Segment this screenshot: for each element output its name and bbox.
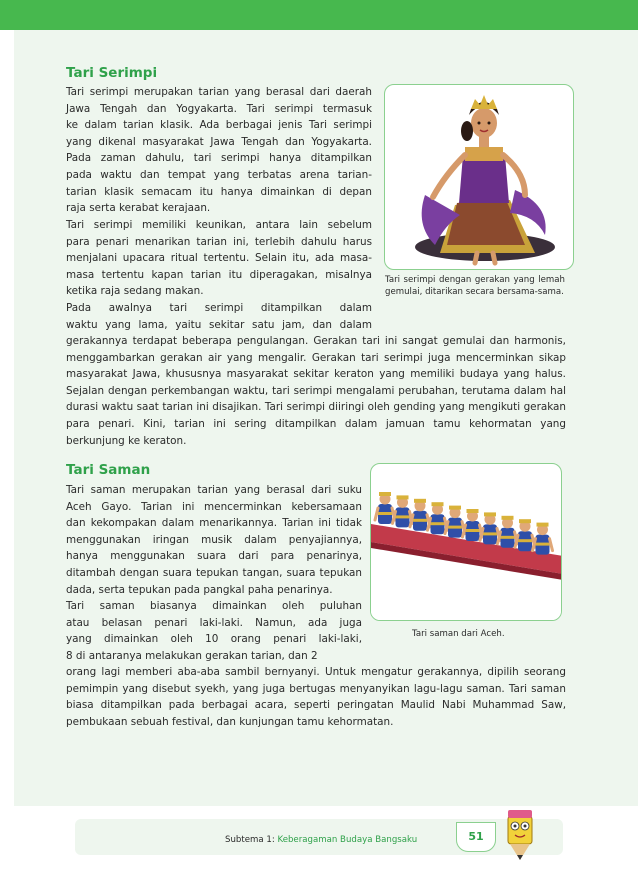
text-line: menjalani upacara ritual tertentu. Selain itu, ada masa- xyxy=(66,252,372,265)
saman-dancer-figure xyxy=(445,506,465,538)
text-line: Tari serimpi memiliki keunikan, antara lain sebelum xyxy=(66,219,372,231)
text-line: yang dimainkan oleh 10 orang penari laki-laki, xyxy=(66,633,362,646)
page-number: 51 xyxy=(468,830,484,843)
text-line: Tari saman merupakan tarian yang berasal dari suku xyxy=(66,484,362,496)
text-line: ke dalam tarian klasik. Ada berbagai jenis Tari serimpi xyxy=(66,119,372,132)
saman-dancer-figure xyxy=(480,512,500,544)
serimpi-paragraph-1 xyxy=(66,84,372,217)
section-title-serimpi: Tari Serimpi xyxy=(66,65,158,81)
footer-subtheme-label: Subtema 1: xyxy=(225,835,275,845)
pencil-mascot-icon xyxy=(500,806,540,862)
text-line: 8 di antaranya melakukan gerakan tarian, dan 2 xyxy=(66,649,318,662)
section-title-saman: Tari Saman xyxy=(66,462,151,478)
text-line: waktu yang lama, yaitu sekitar satu jam, dan dalam xyxy=(66,318,372,331)
saman-dancers-illustration xyxy=(371,464,562,621)
saman-paragraph-2-head xyxy=(66,598,362,664)
saman-dancer-figure xyxy=(515,519,535,551)
footer-subtheme-title: Keberagaman Budaya Bangsaku xyxy=(277,835,418,845)
text-line: ketika raja sedang makan. xyxy=(66,285,204,298)
serimpi-paragraph-3-head xyxy=(66,300,372,333)
saman-image-frame xyxy=(370,463,562,621)
text-line: Jawa Tengah dan Yogyakarta. Tari serimpi termasuk xyxy=(66,102,372,115)
text-line: raja serta kerabat kerajaan. xyxy=(66,202,211,215)
text-line: ditambah dengan suara tepukan tangan, suara tepukan xyxy=(66,566,362,579)
saman-dancer-figure xyxy=(393,495,413,527)
saman-paragraph-1 xyxy=(66,482,362,598)
serimpi-paragraph-2 xyxy=(66,217,372,300)
text-line: pada waktu dan tempat yang terbatas arena tarian- xyxy=(66,168,372,181)
top-banner xyxy=(0,0,638,30)
saman-image-caption: Tari saman dari Aceh. xyxy=(412,629,505,639)
text-line: Tari saman biasanya dimainkan oleh puluhan xyxy=(66,600,362,612)
saman-dancer-figure xyxy=(375,492,395,524)
text-line: masa tertentu kapan tarian itu diperagakan, misalnya xyxy=(66,268,372,281)
text-line: Pada awalnya tari serimpi ditampilkan dalam xyxy=(66,302,372,314)
saman-dancer-figure xyxy=(410,499,430,531)
text-line: Tari serimpi merupakan tarian yang berasal dari daerah xyxy=(66,86,372,98)
text-line: para penari menarikan tarian ini, terlebih dahulu harus xyxy=(66,235,372,248)
text-line: dada, serta tepukan pada pangkal paha penarinya. xyxy=(66,583,333,596)
text-line: Aceh Gayo. Tarian ini mencerminkan kebersamaan xyxy=(66,500,362,513)
text-line: yang dikenal masyarakat Jawa Tengah dan Yogyakarta. xyxy=(66,135,372,148)
text-line: hanya menggunakan suara dari para penarinya, xyxy=(66,550,362,563)
saman-dancer-figure xyxy=(463,509,483,541)
text-line: atau belasan penari laki-laki. Namun, ada juga xyxy=(66,616,362,629)
saman-dancer-figure xyxy=(428,502,448,534)
text-line: Pada zaman dahulu, tari serimpi hanya ditampilkan xyxy=(66,152,372,165)
saman-paragraph-2-tail: orang lagi memberi aba-aba sambil bernyanyi. Untuk mengatur gerakannya, dipilih seorang pemimpin yang disebut syekh, yang juga bertugas menyanyikan lagu-lagu saman. Tari saman biasa ditampilkan pada berbagai acara, seperti peringatan Maulid Nabi Muhammad Saw, pembukaan sebuah festival, dan kunjungan tamu kehormatan. xyxy=(66,666,566,728)
serimpi-image-caption: Tari serimpi dengan gerakan yang lemah gemulai, ditarikan secara bersama-sama. xyxy=(385,275,565,297)
text-line: menggunakan iringan musik dalam penyajiannya, xyxy=(66,533,362,546)
serimpi-image-frame xyxy=(384,84,574,270)
saman-dancer-figure xyxy=(533,523,553,555)
text-line: tarian klasik semacam itu hanya dimainkan di depan xyxy=(66,185,372,198)
serimpi-dancer-illustration xyxy=(385,85,574,270)
footer-subtheme xyxy=(225,835,417,845)
text-line: dan kekompakan dalam menarikannya. Tarian ini tidak xyxy=(66,517,362,530)
saman-dancer-figure xyxy=(498,516,518,548)
serimpi-paragraph-3-tail: gerakannya terdapat beberapa pengulangan. Gerakan tari ini sangat gemulai dan harmonis, menggambarkan gerakan air yang mengalir. Gerakan tari serimpi juga mencerminkan sikap masyarakat Jawa, khususnya masyarakat sekitar keraton yang memiliki budaya yang halus. Sejalan dengan perkembangan waktu, tari serimpi mengalami perubahan, terutama dalam hal durasi waktu saat tarian ini disajikan. Tari serimpi diiringi oleh gending yang mengikuti gerakan para penari. Kini, tarian ini sering ditampilkan dalam jamuan tamu kehormatan yang berkunjung ke keraton. xyxy=(66,335,566,447)
